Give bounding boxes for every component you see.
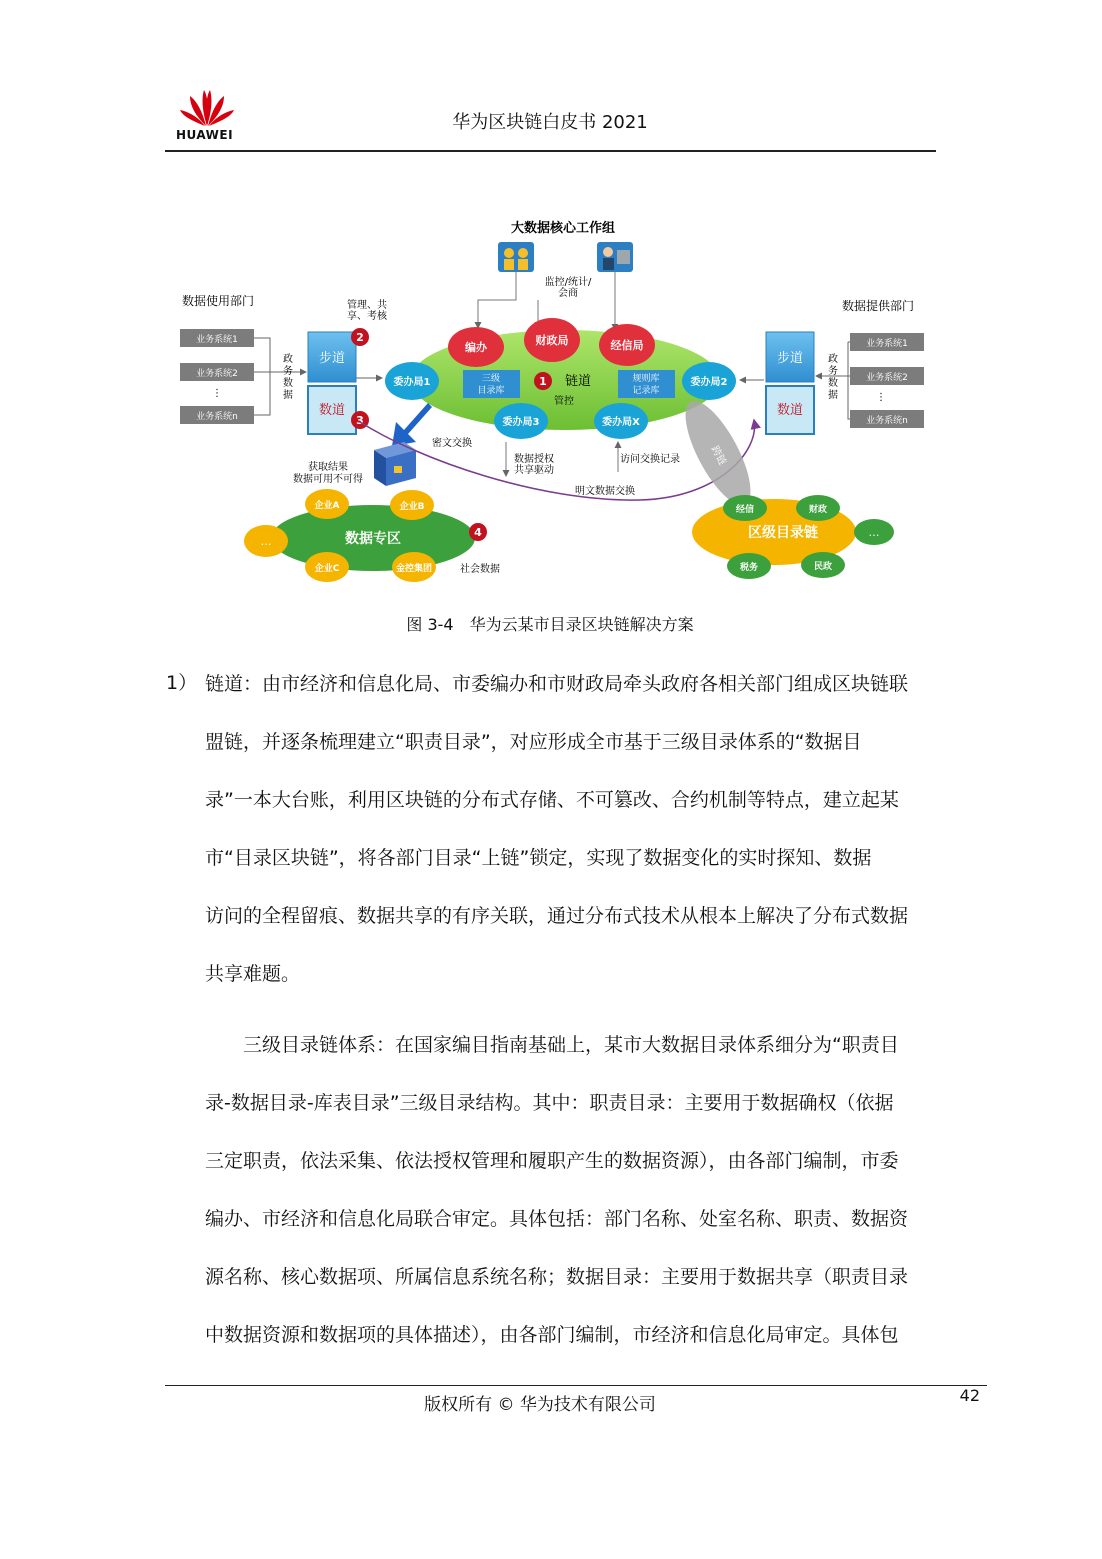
svg-text:企业A: 企业A (314, 501, 340, 511)
svg-text:金控集团: 金控集团 (395, 564, 433, 574)
svg-text:数: 数 (828, 378, 838, 389)
node-weiban-3 (494, 403, 548, 439)
svg-text:步道: 步道 (318, 351, 346, 366)
svg-text:记录库: 记录库 (632, 386, 660, 396)
para2-line-6: 中数据资源和数据项的具体描述），由各部门编制，市经济和信息化局审定。具体包 (205, 1324, 899, 1346)
para1-line-4: 市“目录区块链”，将各部门目录“上链”锁定，实现了数据变化的实时探知、数据 (205, 847, 872, 869)
zone-node-b (390, 490, 434, 520)
cross-chain-label: 跨链 (708, 444, 728, 468)
left-system-1 (180, 329, 254, 347)
svg-text:经信局: 经信局 (610, 339, 644, 352)
svg-text:经信: 经信 (735, 505, 755, 515)
badge-1 (534, 372, 552, 390)
svg-text:三级: 三级 (481, 374, 501, 384)
list-number: 1） (166, 672, 198, 694)
svg-text:1: 1 (539, 375, 547, 388)
zone-node-more (244, 525, 288, 557)
svg-text:政: 政 (283, 354, 293, 365)
top-group-label: 大数据核心工作组 (510, 221, 616, 236)
svg-text:委办局3: 委办局3 (502, 417, 540, 428)
svg-text:数道: 数道 (318, 403, 346, 418)
paragraph-catalog (205, 1016, 927, 1364)
left-system-2 (180, 363, 254, 381)
left-chain-box (308, 332, 356, 382)
district-node-more (854, 519, 894, 545)
cipher-arrow-icon (392, 403, 432, 446)
right-chain-box (766, 332, 814, 382)
badge-2 (351, 328, 369, 346)
district-node-caizheng (796, 495, 840, 521)
para2-line-1: 三级目录链体系：在国家编目指南基础上，某市大数据目录体系细分为“职责目 (205, 1034, 899, 1056)
district-node-jingxin (723, 495, 767, 521)
svg-text:业务系统1: 业务系统1 (196, 335, 238, 345)
svg-text:委办局X: 委办局X (602, 417, 640, 428)
para2-line-2: 录-数据目录-库表目录”三级目录结构。其中：职责目录：主要用于数据确权（依据 (205, 1092, 894, 1114)
huawei-logo (178, 86, 236, 128)
result-label-2: 数据可用不可得 (293, 474, 363, 485)
footer-copyright: 版权所有 © 华为技术有限公司 (424, 1395, 656, 1415)
header-title: 华为区块链白皮书 2021 (452, 112, 648, 133)
header-divider (165, 150, 936, 152)
svg-text:财政局: 财政局 (535, 334, 569, 347)
monitor-label-2: 会商 (558, 288, 578, 299)
people-group-icon (498, 242, 534, 272)
para1-line-5: 访问的全程留痕、数据共享的有序关联，通过分布式技术从根本上解决了分布式数据 (205, 905, 909, 927)
cipher-exchange-label: 密文交换 (432, 438, 472, 449)
right-vdots: ⋮ (876, 392, 886, 403)
right-system-2 (850, 367, 924, 385)
svg-text:…: … (260, 535, 272, 548)
paragraph-chain (205, 655, 927, 1003)
result-label-1: 获取结果 (308, 462, 348, 473)
badge-4 (469, 523, 487, 541)
para2-line-3: 三定职责，依法采集、依法授权管理和履职产生的数据资源），由各部门编制，市委 (205, 1150, 899, 1172)
solution-diagram (160, 210, 950, 600)
svg-text:2: 2 (356, 331, 364, 344)
svg-text:数道: 数道 (776, 403, 804, 418)
svg-text:企业C: 企业C (314, 564, 340, 574)
logo-wordmark: HUAWEI (176, 128, 234, 142)
para1-line-2: 盟链，并逐条梳理建立“职责目录”，对应形成全市基于三级目录体系的“数据目 (205, 731, 862, 753)
svg-text:业务系统2: 业务系统2 (866, 373, 908, 383)
user-dept-label: 数据使用部门 (182, 294, 255, 308)
svg-text:委办局1: 委办局1 (393, 377, 431, 388)
node-weiban-1 (385, 362, 439, 400)
right-data-box (766, 386, 814, 434)
svg-text:业务系统1: 业务系统1 (866, 339, 908, 349)
svg-text:…: … (868, 526, 880, 539)
access-log-label: 访问交换记录 (620, 454, 680, 465)
svg-text:规则库: 规则库 (632, 374, 660, 384)
svg-text:数: 数 (283, 378, 293, 389)
para1-line-1: 链道：由市经济和信息化局、市委编办和市财政局牵头政府各相关部门组成区块链联 (205, 673, 909, 695)
zone-node-c (305, 552, 349, 582)
plain-exchange-label: 明文数据交换 (575, 486, 635, 497)
node-weiban-x (594, 403, 648, 439)
social-data-label: 社会数据 (460, 564, 500, 575)
svg-text:步道: 步道 (776, 351, 804, 366)
right-system-n (850, 410, 924, 428)
svg-text:据: 据 (283, 390, 293, 401)
monitor-label-1: 监控/统计/ (544, 277, 592, 288)
left-gov-data-label (283, 352, 293, 401)
operator-icon (597, 242, 633, 272)
district-node-shuiwu (727, 553, 771, 579)
left-vdots: ⋮ (212, 388, 222, 399)
zone-node-a (305, 489, 349, 519)
svg-text:务: 务 (828, 366, 838, 377)
rules-store (618, 370, 675, 398)
zone-node-jinkong (392, 552, 436, 582)
auth-label-2: 共享驱动 (514, 465, 554, 476)
para2-line-4: 编办、市经济和信息化局联合审定。具体包括：部门名称、处室名称、职责、数据资 (205, 1208, 909, 1230)
district-chain-label: 区级目录链 (748, 525, 818, 541)
svg-text:企业B: 企业B (399, 502, 425, 512)
svg-text:税务: 税务 (739, 563, 759, 573)
svg-text:业务系统n: 业务系统n (866, 416, 908, 426)
right-system-1 (850, 333, 924, 351)
district-node-minzheng (801, 552, 845, 578)
svg-text:政: 政 (828, 354, 838, 365)
catalog-store (463, 370, 520, 398)
svg-text:目录库: 目录库 (477, 386, 505, 396)
node-caizheng (524, 318, 580, 362)
data-zone-label: 数据专区 (345, 531, 401, 547)
provider-dept-label: 数据提供部门 (842, 299, 915, 313)
left-data-box (308, 386, 356, 434)
figure-caption: 图 3-4 华为云某市目录区块链解决方案 (406, 615, 694, 634)
svg-text:委办局2: 委办局2 (690, 377, 728, 388)
node-bianban (448, 327, 504, 367)
svg-text:据: 据 (828, 390, 838, 401)
para1-line-3: 录”一本大台账，利用区块链的分布式存储、不可篡改、合约机制等特点，建立起某 (205, 789, 899, 811)
mgmt-label-1: 管理、共 (347, 300, 387, 311)
svg-text:民政: 民政 (813, 562, 833, 572)
mgmt-label-2: 享、考核 (347, 311, 387, 322)
svg-text:务: 务 (283, 366, 293, 377)
svg-text:业务系统n: 业务系统n (196, 412, 238, 422)
node-weiban-2 (682, 362, 736, 400)
svg-text:业务系统2: 业务系统2 (196, 369, 238, 379)
para2-line-5: 源名称、核心数据项、所属信息系统名称；数据目录：主要用于数据共享（职责目录 (205, 1266, 909, 1288)
page-number: 42 (959, 1386, 980, 1405)
para1-line-6: 共享难题。 (205, 963, 301, 985)
svg-text:4: 4 (474, 526, 482, 539)
svg-text:编办: 编办 (465, 341, 487, 354)
control-label: 管控 (554, 396, 574, 407)
footer-divider (165, 1385, 987, 1386)
node-jingxin (599, 324, 655, 366)
chain-label: 链道 (564, 374, 592, 389)
left-system-n (180, 406, 254, 424)
auth-label-1: 数据授权 (514, 454, 554, 465)
svg-text:财政: 财政 (808, 505, 828, 515)
svg-text:3: 3 (356, 414, 364, 427)
huawei-logo-icon (178, 86, 236, 128)
